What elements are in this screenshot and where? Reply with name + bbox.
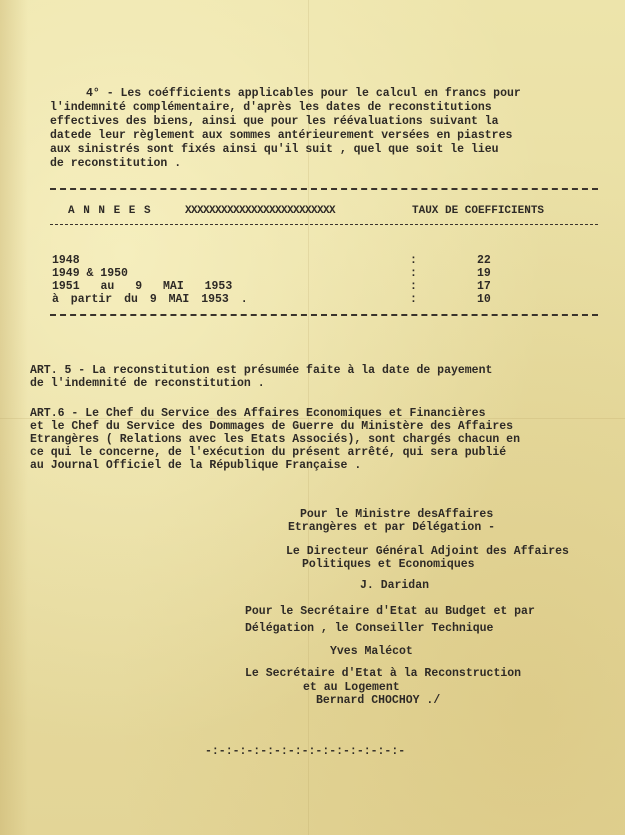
signature-2-line-2: Politiques et Economiques bbox=[302, 558, 475, 571]
table-header-years: A N N E E S bbox=[68, 205, 152, 217]
table-row-year: 1948 bbox=[52, 254, 80, 267]
paragraph-4-line-3: effectives des biens, ainsi que pour les réévaluations suivant la bbox=[50, 115, 499, 128]
signature-3-line-2: Délégation , le Conseiller Technique bbox=[245, 622, 494, 635]
article-6-line-4: ce qui le concerne, de l'exécution du présent arrêté, qui sera publié bbox=[30, 446, 507, 459]
table-row-year: 1951 au 9 MAI 1953 bbox=[52, 280, 233, 293]
paragraph-4-line-2: l'indemnité complémentaire, d'après les dates de reconstitutions bbox=[50, 101, 492, 114]
signature-3-line-1: Pour le Secrétaire d'Etat au Budget et par bbox=[245, 605, 535, 618]
table-row-separator: : bbox=[410, 254, 417, 267]
paragraph-4-line-6: de reconstitution . bbox=[50, 157, 182, 170]
table-rule-header bbox=[50, 224, 598, 225]
paragraph-4-line-1: 4° - Les coéfficients applicables pour le calcul en francs pour bbox=[86, 87, 521, 100]
signature-4-line-1: Le Secrétaire d'Etat à la Reconstruction bbox=[245, 667, 522, 680]
table-header-strikeout: XXXXXXXXXXXXXXXXXXXXXXXXX bbox=[185, 205, 336, 217]
signature-1-line-2: Etrangères et par Délégation - bbox=[288, 521, 496, 534]
paragraph-4-line-4: datede leur règlement aux sommes antérieurement versées en piastres bbox=[50, 129, 513, 142]
table-row-separator: : bbox=[410, 267, 417, 280]
article-6-line-2: et le Chef du Service des Dommages de Guerre du Ministère des Affaires bbox=[30, 420, 514, 433]
paragraph-4-line-5: aux sinistrés sont fixés ainsi qu'il suit , quel que soit le lieu bbox=[50, 143, 499, 156]
table-row-separator: : bbox=[410, 293, 417, 306]
table-row-coefficient: 22 bbox=[477, 254, 491, 267]
table-row-year: à partir du 9 MAI 1953 . bbox=[52, 293, 248, 306]
signature-2-line-1: Le Directeur Général Adjoint des Affaires bbox=[286, 545, 569, 558]
article-6-line-5: au Journal Officiel de la République Française . bbox=[30, 459, 362, 472]
table-row-coefficient: 19 bbox=[477, 267, 491, 280]
table-row-coefficient: 17 bbox=[477, 280, 491, 293]
footer-ornament: -:-:-:-:-:-:-:-:-:-:-:-:-:-:- bbox=[205, 745, 406, 758]
article-5-line-2: de l'indemnité de reconstitution . bbox=[30, 377, 265, 390]
signature-2-name: J. Daridan bbox=[360, 579, 430, 592]
article-6-line-3: Etrangères ( Relations avec les Etats Associés), sont chargés chacun en bbox=[30, 433, 520, 446]
signature-1-line-1: Pour le Ministre desAffaires bbox=[300, 508, 494, 521]
signature-4-line-2: et au Logement bbox=[303, 681, 400, 694]
table-row-year: 1949 & 1950 bbox=[52, 267, 128, 280]
table-row-coefficient: 10 bbox=[477, 293, 491, 306]
article-5-line-1: ART. 5 - La reconstitution est présumée faite à la date de payement bbox=[30, 364, 493, 377]
signature-4-name: Bernard CHOCHOY ./ bbox=[316, 694, 441, 707]
table-rule-bottom bbox=[50, 314, 598, 316]
table-rule-top bbox=[50, 188, 598, 190]
signature-3-name: Yves Malécot bbox=[330, 645, 413, 658]
article-6-line-1: ART.6 - Le Chef du Service des Affaires Economiques et Financières bbox=[30, 407, 486, 420]
table-header-coefficients: TAUX DE COEFFICIENTS bbox=[412, 205, 545, 217]
table-row-separator: : bbox=[410, 280, 417, 293]
